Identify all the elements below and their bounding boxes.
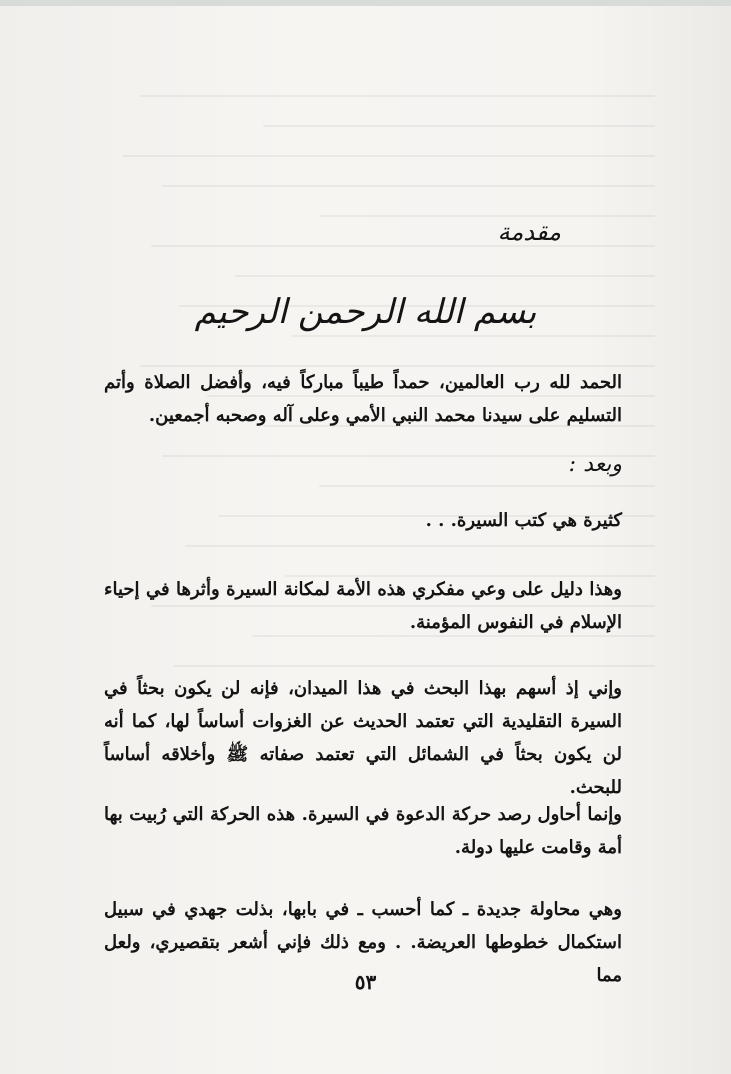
paragraph-praise: الحمد لله رب العالمين، حمداً طيباً مباركاً فيه، وأفضل الصلاة وأتم التسليم على سيدنا محمد النبي الأمي وعلى آله وصحبه أجمعين. — [104, 372, 622, 426]
paragraph-dawah-movement: وإنما أحاول رصد حركة الدعوة في السيرة. هذه الحركة التي رُبيت بها أمة وقامت عليها دولة. — [104, 804, 622, 858]
page-number: ٥٣ — [354, 970, 377, 994]
section-heading: مقدمة — [497, 218, 561, 246]
salutation: وبعد : — [568, 452, 622, 477]
basmala-calligraphy: بسم الله الرحمن الرحيم — [194, 292, 537, 332]
paragraph-contribution: وإني إذ أسهم بهذا البحث في هذا الميدان، فإنه لن يكون بحثاً في السيرة التقليدية التي تعتمد الحديث عن الغزوات أساساً لها، كما أنه لن يكون بحثاً في الشمائل التي تعتمد صفاته ﷺ وأخلاقه أساساً للبحث. — [104, 678, 622, 798]
paragraph-awareness: وهذا دليل على وعي مفكري هذه الأمة لمكانة السيرة وأثرها في إحياء الإسلام في النفوس المؤمنة. — [104, 579, 622, 633]
paragraph-sira-books: كثيرة هي كتب السيرة. . . — [425, 510, 622, 531]
scan-edge — [0, 0, 731, 6]
paragraph-new-attempt: وهي محاولة جديدة ـ كما أحسب ـ في بابها، بذلت جهدي في سبيل استكمال خطوطها العريضة. . ومع ذلك فإني أشعر بتقصيري، ولعل مما — [104, 899, 622, 986]
